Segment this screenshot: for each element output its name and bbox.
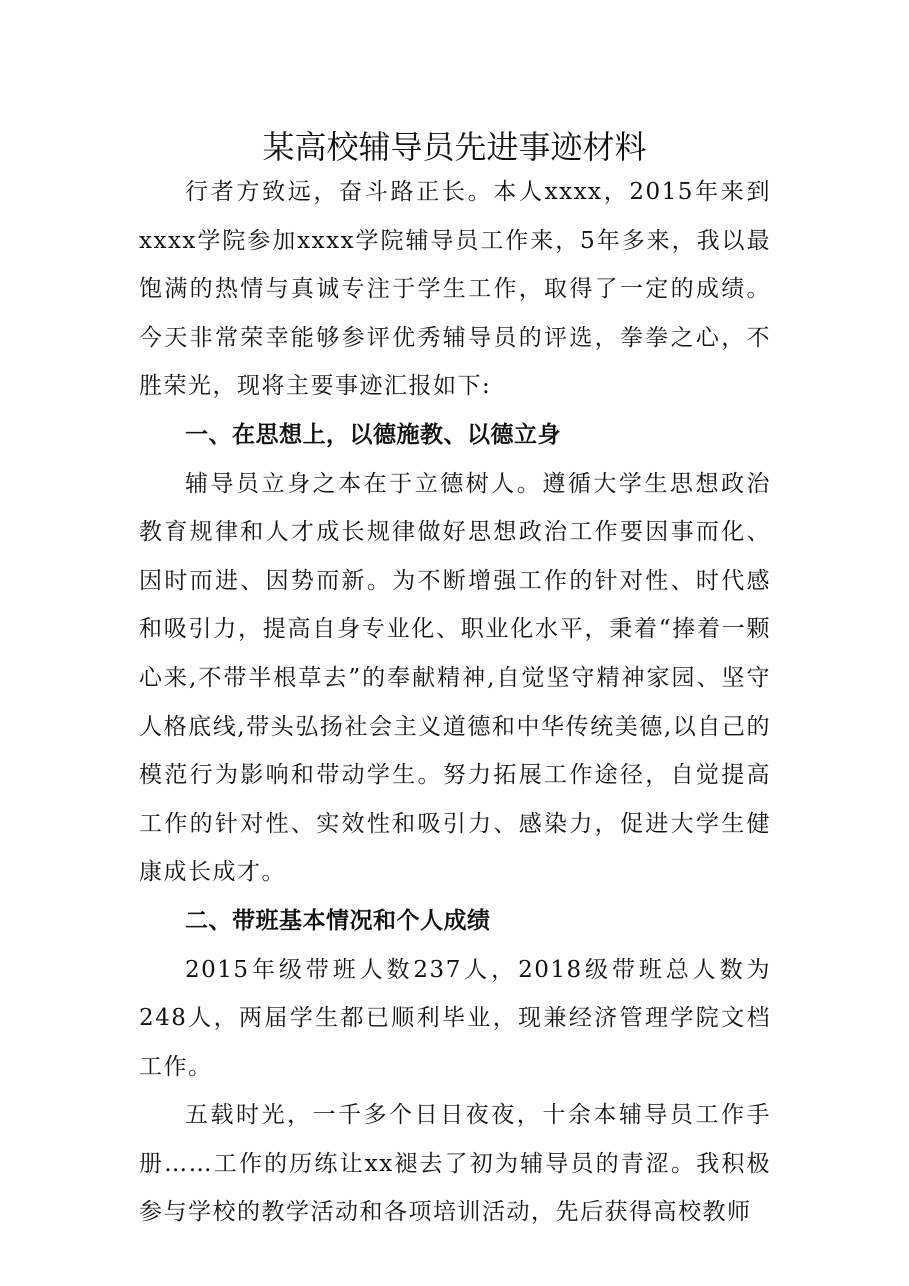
section-heading-2: 二、带班基本情况和个人成绩 bbox=[185, 907, 491, 934]
section-heading-1: 一、在思想上，以德施教、以德立身 bbox=[185, 421, 561, 448]
document-title: 某高校辅导员先进事迹材料 bbox=[262, 128, 647, 166]
intro-paragraph: 行者方致远，奋斗路正长。本人xxxx，2015年来到xxxx学院参加xxxx学院辅导员工作来，5年多来，我以最饱满的热情与真诚专注于学生工作，取得了一定的成绩。今天非常荣幸能够参评优秀辅导员的评选，拳拳之心，不胜荣光，现将主要事迹汇报如下: bbox=[139, 179, 771, 400]
section-2-paragraph-2: 五载时光，一千多个日日夜夜，十余本辅导员工作手册……工作的历练让xx褪去了初为辅导员的青涩。我积极参与学校的教学活动和各项培训活动，先后获得高校教师 bbox=[139, 1102, 771, 1226]
section-2-paragraph-1: 2015年级带班人数237人，2018级带班总人数为248人，两届学生都已顺利毕业，现兼经济管理学院文档工作。 bbox=[139, 956, 771, 1080]
section-1-paragraph: 辅导员立身之本在于立德树人。遵循大学生思想政治教育规律和人才成长规律做好思想政治工作要因事而化、因时而进、因势而新。为不断增强工作的针对性、时代感和吸引力，提高自身专业化、职业化水平，秉着“捧着一颗心来,不带半根草去”的奉献精神,自觉坚守精神家园、坚守人格底线,带头弘扬社会主义道德和中华传统美德,以自己的模范行为影响和带动学生。努力拓展工作途径，自觉提高工作的针对性、实效性和吸引力、感染力，促进大学生健康成长成才。 bbox=[139, 470, 771, 886]
document-body bbox=[139, 168, 771, 1237]
